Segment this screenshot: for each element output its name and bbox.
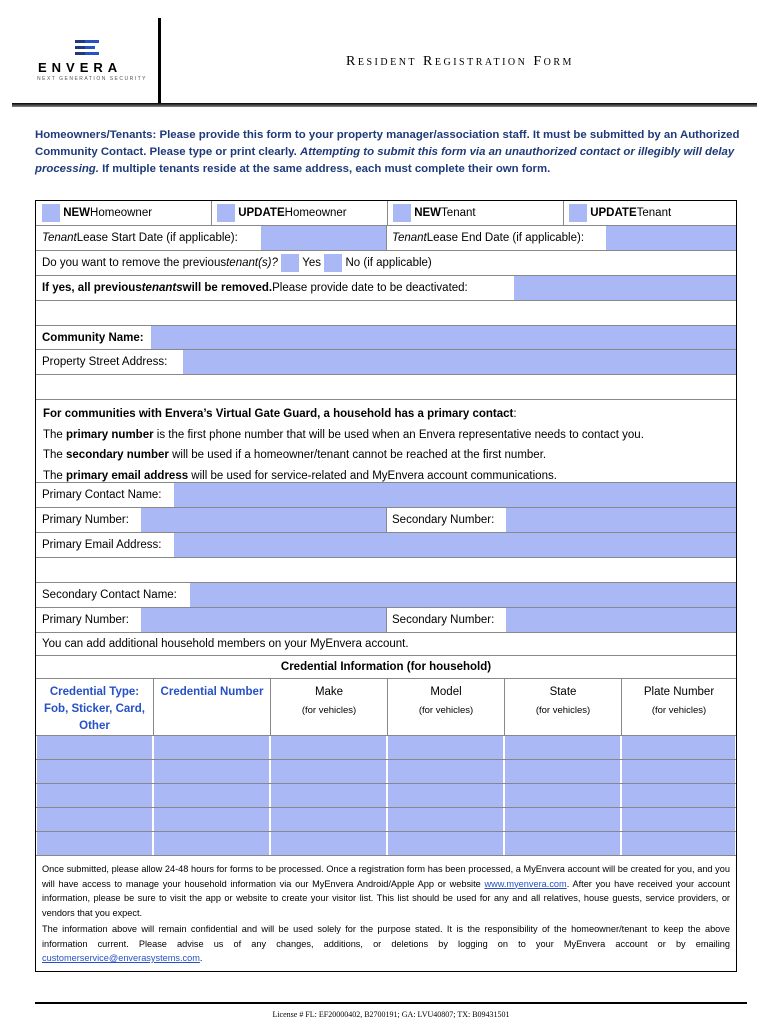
community-name-label: Community Name: (42, 331, 144, 344)
credential-field[interactable] (154, 736, 269, 759)
column-label: Make (314, 686, 344, 698)
contact-info-text (43, 404, 644, 486)
primary-name-field[interactable] (174, 483, 736, 507)
community-name-field[interactable] (151, 326, 736, 349)
secondary-primary-number-field[interactable] (141, 608, 386, 632)
credential-field[interactable] (622, 832, 735, 855)
column-sublabel: (for vehicles) (535, 705, 591, 716)
credential-heading-row (36, 656, 736, 679)
lease-start-field[interactable] (261, 226, 386, 250)
option-text: Homeowner (284, 207, 347, 219)
credential-field[interactable] (154, 808, 269, 831)
credential-column-header (36, 679, 153, 735)
yes-label: Yes (302, 257, 322, 269)
footer-rule (35, 1002, 747, 1004)
secondary-number-label: Secondary Number: (392, 514, 495, 526)
credential-field[interactable] (37, 808, 152, 831)
logo-word: ENVERA (38, 60, 123, 75)
credential-field[interactable] (37, 736, 152, 759)
secondary-secondary-number-field[interactable] (506, 608, 736, 632)
option-new-homeowner[interactable] (36, 201, 211, 225)
note2-text-b: . (199, 953, 203, 963)
lease-end-italic: Tenant (392, 232, 427, 244)
notes-paragraph-2 (36, 922, 736, 966)
credential-field[interactable] (271, 832, 386, 855)
secondary-name-label: Secondary Contact Name: (42, 589, 177, 601)
lease-end-field[interactable] (606, 226, 736, 250)
credential-field[interactable] (388, 736, 503, 759)
credential-row (36, 784, 736, 808)
note1-text-b: . After you have received your account information, please be sure to visit the app or website to create your visitor list. This list should be used for any and all relatives, house guests, service providers, or vendors that you expect. (42, 878, 730, 918)
credential-column-header (504, 679, 621, 735)
option-text: Tenant (636, 207, 672, 219)
credential-field[interactable] (271, 760, 386, 783)
remove-question-text: Do you want to remove the previous (42, 257, 227, 269)
customer-service-email-link[interactable]: customerservice@enverasystems.com (42, 953, 200, 963)
registration-table (35, 200, 737, 972)
credential-field[interactable] (37, 760, 152, 783)
address-row (36, 350, 736, 375)
line1-bold: primary number (66, 428, 154, 441)
credential-field[interactable] (154, 784, 269, 807)
credential-column-header (621, 679, 736, 735)
credential-row (36, 808, 736, 832)
primary-email-row (36, 533, 736, 558)
line2-pre: The (43, 449, 67, 461)
column-sublabel: (for vehicles) (651, 705, 707, 716)
credential-field[interactable] (388, 832, 503, 855)
credential-field[interactable] (37, 784, 152, 807)
credential-field[interactable] (505, 832, 620, 855)
checkbox-update-tenant[interactable] (569, 204, 587, 222)
lease-end-text: Lease End Date (if applicable): (426, 232, 585, 244)
option-update-homeowner[interactable] (211, 201, 387, 225)
line2-bold: secondary number (66, 449, 169, 461)
column-sublabel: (for vehicles) (418, 705, 474, 716)
primary-email-field[interactable] (174, 533, 736, 557)
line3-bold: primary email address (66, 469, 189, 482)
intro-part3: If multiple tenants reside at the same address, each must complete their own form. (102, 163, 551, 175)
remove-question-italic: tenant(s)? (226, 257, 278, 269)
household-note: You can add additional household members on your MyEnvera account. (42, 638, 409, 650)
deactivation-row (36, 276, 736, 301)
credential-field[interactable] (271, 808, 386, 831)
credential-field[interactable] (154, 760, 269, 783)
remove-tenants-row (36, 251, 736, 276)
credential-field[interactable] (622, 736, 735, 759)
lease-end-label (386, 226, 606, 250)
secondary-primary-number-label: Primary Number: (42, 614, 129, 626)
warn-italic: tenants (141, 282, 183, 294)
credential-heading: Credential Information (for household) (280, 661, 492, 673)
option-bold: NEW (414, 207, 442, 219)
notes-block (36, 856, 736, 972)
credential-column-header (270, 679, 387, 735)
credential-column-header (153, 679, 270, 735)
myenvera-link[interactable]: www.myenvera.com (484, 878, 567, 889)
contact-info-block (36, 400, 736, 483)
envera-logo-icon (75, 38, 105, 56)
address-label: Property Street Address: (42, 356, 168, 368)
column-label: Model (430, 686, 462, 698)
credential-field[interactable] (37, 832, 152, 855)
option-new-tenant[interactable] (387, 201, 563, 225)
primary-numbers-row (36, 508, 736, 533)
option-bold: UPDATE (590, 207, 637, 219)
primary-number-field[interactable] (141, 508, 386, 532)
credential-row (36, 760, 736, 784)
secondary-secondary-number-label: Secondary Number: (392, 614, 495, 626)
intro-text (35, 127, 745, 178)
lease-start-text: Lease Start Date (if applicable): (76, 232, 238, 244)
blank-row (36, 375, 736, 400)
option-bold: UPDATE (238, 207, 285, 219)
warn-bold-pre: If yes, all previous (42, 282, 142, 294)
column-sublabel: (for vehicles) (301, 705, 357, 716)
line1-post: is the first phone number that will be used when an Envera representative needs to contact you. (153, 428, 644, 441)
credential-column-header (387, 679, 504, 735)
note1-text-a: Once submitted, please allow 24-48 hours for forms to be processed. Once a registration form has been processed, a MyEnvera account will be created for you, and you will have access to manage your household information via our MyEnvera Android/Apple App or website (42, 864, 730, 889)
blank-row (36, 558, 736, 583)
type-options-row (36, 201, 736, 226)
lease-start-label (36, 226, 261, 250)
option-text: Tenant (441, 207, 476, 219)
column-label: Credential Type: Fob, Sticker, Card, Other (44, 686, 145, 732)
credential-field[interactable] (388, 760, 503, 783)
credential-field[interactable] (505, 808, 620, 831)
warn-rest: Please provide date to be deactivated: (272, 282, 468, 294)
checkbox-new-homeowner[interactable] (42, 204, 60, 222)
option-bold: NEW (63, 207, 91, 219)
credential-field[interactable] (505, 760, 620, 783)
option-text: Homeowner (90, 207, 153, 219)
column-label: State (549, 686, 577, 698)
blank-row (36, 301, 736, 326)
lease-start-italic: Tenant (42, 232, 77, 244)
logo-tagline: NEXT GENERATION SECURITY (37, 76, 147, 82)
deactivation-date-field[interactable] (514, 276, 736, 300)
line3-pre: The (43, 469, 67, 482)
column-label: Plate Number (643, 686, 715, 698)
intro-part1: Homeowners/Tenants: Please provide this form to your property manager/association staff. It must be submitted by an Authorized Community Contact. Please type or print clearly. (35, 129, 740, 158)
primary-name-row (36, 483, 736, 508)
lease-dates-row (36, 226, 736, 251)
credential-field[interactable] (388, 784, 503, 807)
secondary-numbers-row (36, 608, 736, 633)
remove-question (36, 251, 736, 275)
column-label: Credential Number (160, 686, 264, 698)
community-name-row (36, 326, 736, 350)
deactivation-label (36, 276, 514, 300)
checkbox-yes[interactable] (281, 254, 299, 272)
secondary-number-field[interactable] (506, 508, 736, 532)
warn-bold-post: will be removed. (182, 282, 273, 294)
credential-field[interactable] (622, 784, 735, 807)
intro-part2: Attempting to submit this form via an unauthorized contact or illegibly will delay processing. (35, 146, 735, 175)
note2-text-a: The information above will remain confidential and will be used solely for the purpose stated. It is the responsibility of the homeowner/tenant to keep the above information current. Please advise us of any changes, additions, or deletions by logging on to your MyEnvera account or by emailing (42, 924, 730, 949)
credential-field[interactable] (271, 736, 386, 759)
credential-field[interactable] (505, 784, 620, 807)
no-label: No (if applicable) (345, 257, 432, 269)
line3-post: will be used for service-related and MyEnvera account communications. (188, 469, 557, 482)
option-update-tenant[interactable] (563, 201, 736, 225)
primary-number-label: Primary Number: (42, 514, 129, 526)
header-rule (12, 103, 757, 107)
checkbox-update-homeowner[interactable] (217, 204, 235, 222)
address-field[interactable] (183, 350, 736, 374)
household-note-row (36, 633, 736, 656)
page-title: Resident Registration Form (346, 54, 574, 69)
contact-info-heading: For communities with Envera’s Virtual Gate Guard, a household has a primary contact (43, 408, 514, 420)
credential-field[interactable] (271, 784, 386, 807)
credential-field[interactable] (622, 808, 735, 831)
credential-field[interactable] (505, 736, 620, 759)
credential-field[interactable] (388, 808, 503, 831)
license-footer: License # FL: EF20000402, B2700191; GA: LVU40807; TX: B09431501 (272, 1010, 510, 1019)
credential-columns (36, 679, 736, 736)
primary-name-label: Primary Contact Name: (42, 489, 162, 501)
credential-row (36, 736, 736, 760)
checkbox-no[interactable] (324, 254, 342, 272)
checkbox-new-tenant[interactable] (393, 204, 411, 222)
line1-pre: The (43, 428, 67, 441)
contact-info-colon: : (513, 408, 517, 420)
primary-email-label: Primary Email Address: (42, 539, 162, 551)
secondary-name-row (36, 583, 736, 608)
credential-field[interactable] (154, 832, 269, 855)
credential-row (36, 832, 736, 856)
credential-field[interactable] (622, 760, 735, 783)
notes-paragraph-1 (36, 862, 736, 920)
line2-post: will be used if a homeowner/tenant cannot be reached at the first number. (168, 449, 547, 461)
secondary-name-field[interactable] (190, 583, 736, 607)
